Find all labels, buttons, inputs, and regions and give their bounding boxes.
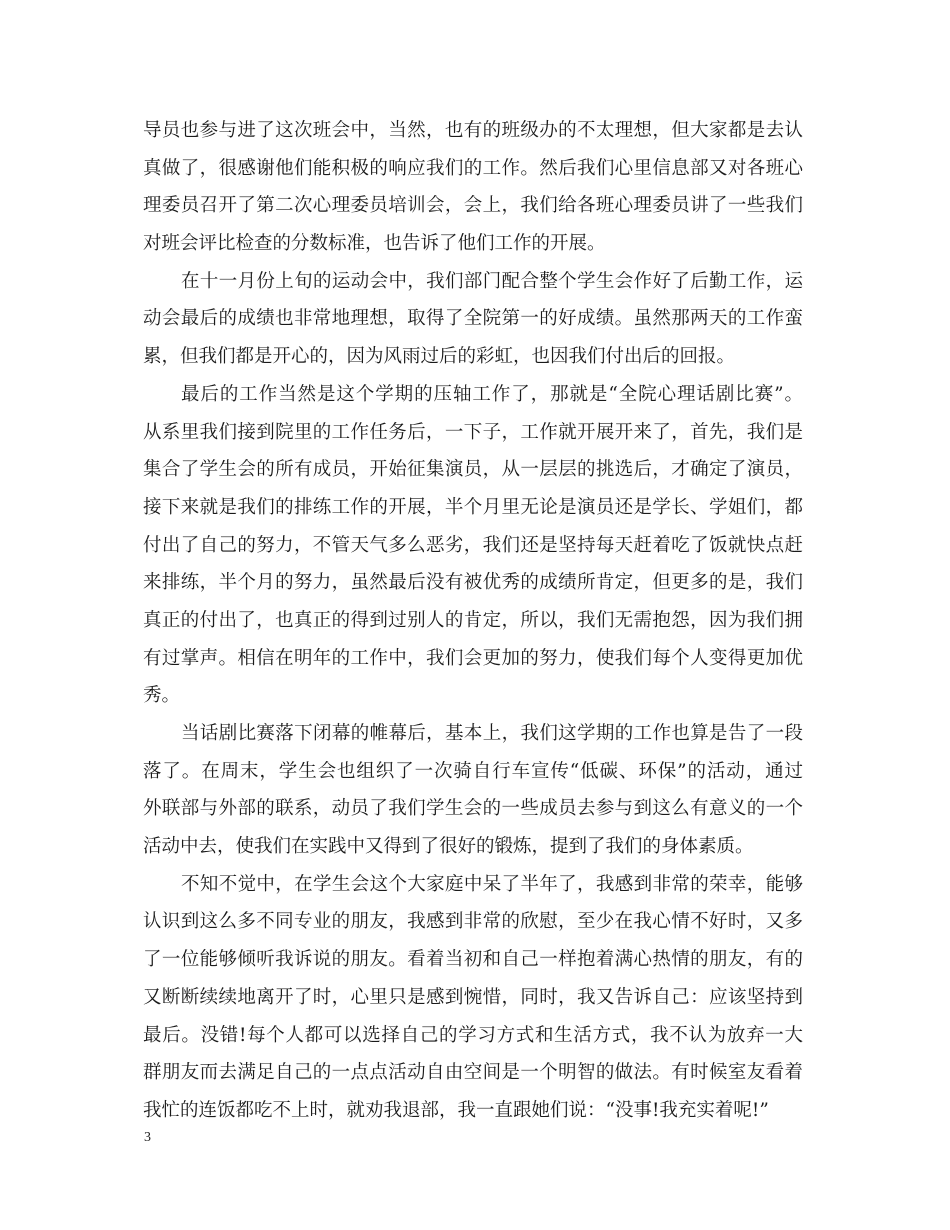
- text-line: 最后。没错!每个人都可以选择自己的学习方式和生活方式，我不认为放弃一大: [143, 1024, 803, 1046]
- text-line: 群朋友而去满足自己的一点点活动自由空间是一个明智的做法。有时候室友看着: [143, 1062, 803, 1084]
- document-body: [143, 112, 803, 1130]
- text-line: 落了。在周末，学生会也组织了一次骑自行车宣传“低碳、环保”的活动，通过: [143, 760, 803, 782]
- text-line: 接下来就是我们的排练工作的开展，半个月里无论是演员还是学长、学姐们，都: [143, 496, 803, 518]
- text-line: 真正的付出了，也真正的得到过别人的肯定，所以，我们无需抱怨，因为我们拥: [143, 609, 803, 631]
- page-number: 3: [144, 1130, 151, 1145]
- text-line: 动会最后的成绩也非常地理想，取得了全院第一的好成绩。虽然那两天的工作蛮: [143, 308, 803, 330]
- paragraph: [143, 112, 803, 263]
- text-line: 来排练，半个月的努力，虽然最后没有被优秀的成绩所肯定，但更多的是，我们: [143, 572, 803, 594]
- text-line: 不知不觉中，在学生会这个大家庭中呆了半年了，我感到非常的荣幸，能够: [181, 873, 803, 895]
- text-line: 最后的工作当然是这个学期的压轴工作了，那就是“全院心理话剧比赛”。: [181, 383, 803, 405]
- text-line: 认识到这么多不同专业的朋友，我感到非常的欣慰，至少在我心情不好时，又多: [143, 911, 803, 933]
- text-line: 外联部与外部的联系，动员了我们学生会的一些成员去参与到这么有意义的一个: [143, 798, 803, 820]
- paragraph: [143, 866, 803, 1130]
- text-line: 对班会评比检查的分数标准，也告诉了他们工作的开展。: [143, 233, 606, 255]
- text-line: 在十一月份上旬的运动会中，我们部门配合整个学生会作好了后勤工作，运: [181, 270, 803, 292]
- text-line: 有过掌声。相信在明年的工作中，我们会更加的努力，使我们每个人变得更加优: [143, 647, 803, 669]
- text-line: 付出了自己的努力，不管天气多么恶劣，我们还是坚持每天赶着吃了饭就快点赶: [143, 534, 803, 556]
- paragraph: [143, 376, 803, 715]
- text-line: 导员也参与进了这次班会中，当然，也有的班级办的不太理想，但大家都是去认: [143, 120, 803, 141]
- text-line: 秀。: [143, 685, 181, 707]
- paragraph: [143, 263, 803, 376]
- text-line: 真做了，很感谢他们能积极的响应我们的工作。然后我们心里信息部又对各班心: [143, 157, 803, 179]
- text-line: 活动中去，使我们在实践中又得到了很好的锻炼，提到了我们的身体素质。: [143, 836, 754, 858]
- text-line: 从系里我们接到院里的工作任务后，一下子，工作就开展开来了，首先，我们是: [143, 421, 803, 443]
- paragraph: [143, 715, 803, 866]
- text-line: 又断断续续地离开了时，心里只是感到惋惜，同时，我又告诉自己：应该坚持到: [143, 986, 803, 1008]
- text-line: 当话剧比赛落下闭幕的帷幕后，基本上，我们这学期的工作也算是告了一段: [181, 723, 803, 744]
- text-line: 累，但我们都是开心的，因为风雨过后的彩虹，也因我们付出后的回报。: [143, 346, 736, 368]
- text-line: 理委员召开了第二次心理委员培训会，会上，我们给各班心理委员讲了一些我们: [143, 195, 803, 217]
- text-line: 集合了学生会的所有成员，开始征集演员，从一层层的挑选后，才确定了演员，: [143, 459, 803, 481]
- text-line: 我忙的连饭都吃不上时，就劝我退部，我一直跟她们说：“没事!我充实着呢!”: [143, 1099, 769, 1121]
- text-line: 了一位能够倾听我诉说的朋友。看着当初和自己一样抱着满心热情的朋友，有的: [143, 949, 803, 971]
